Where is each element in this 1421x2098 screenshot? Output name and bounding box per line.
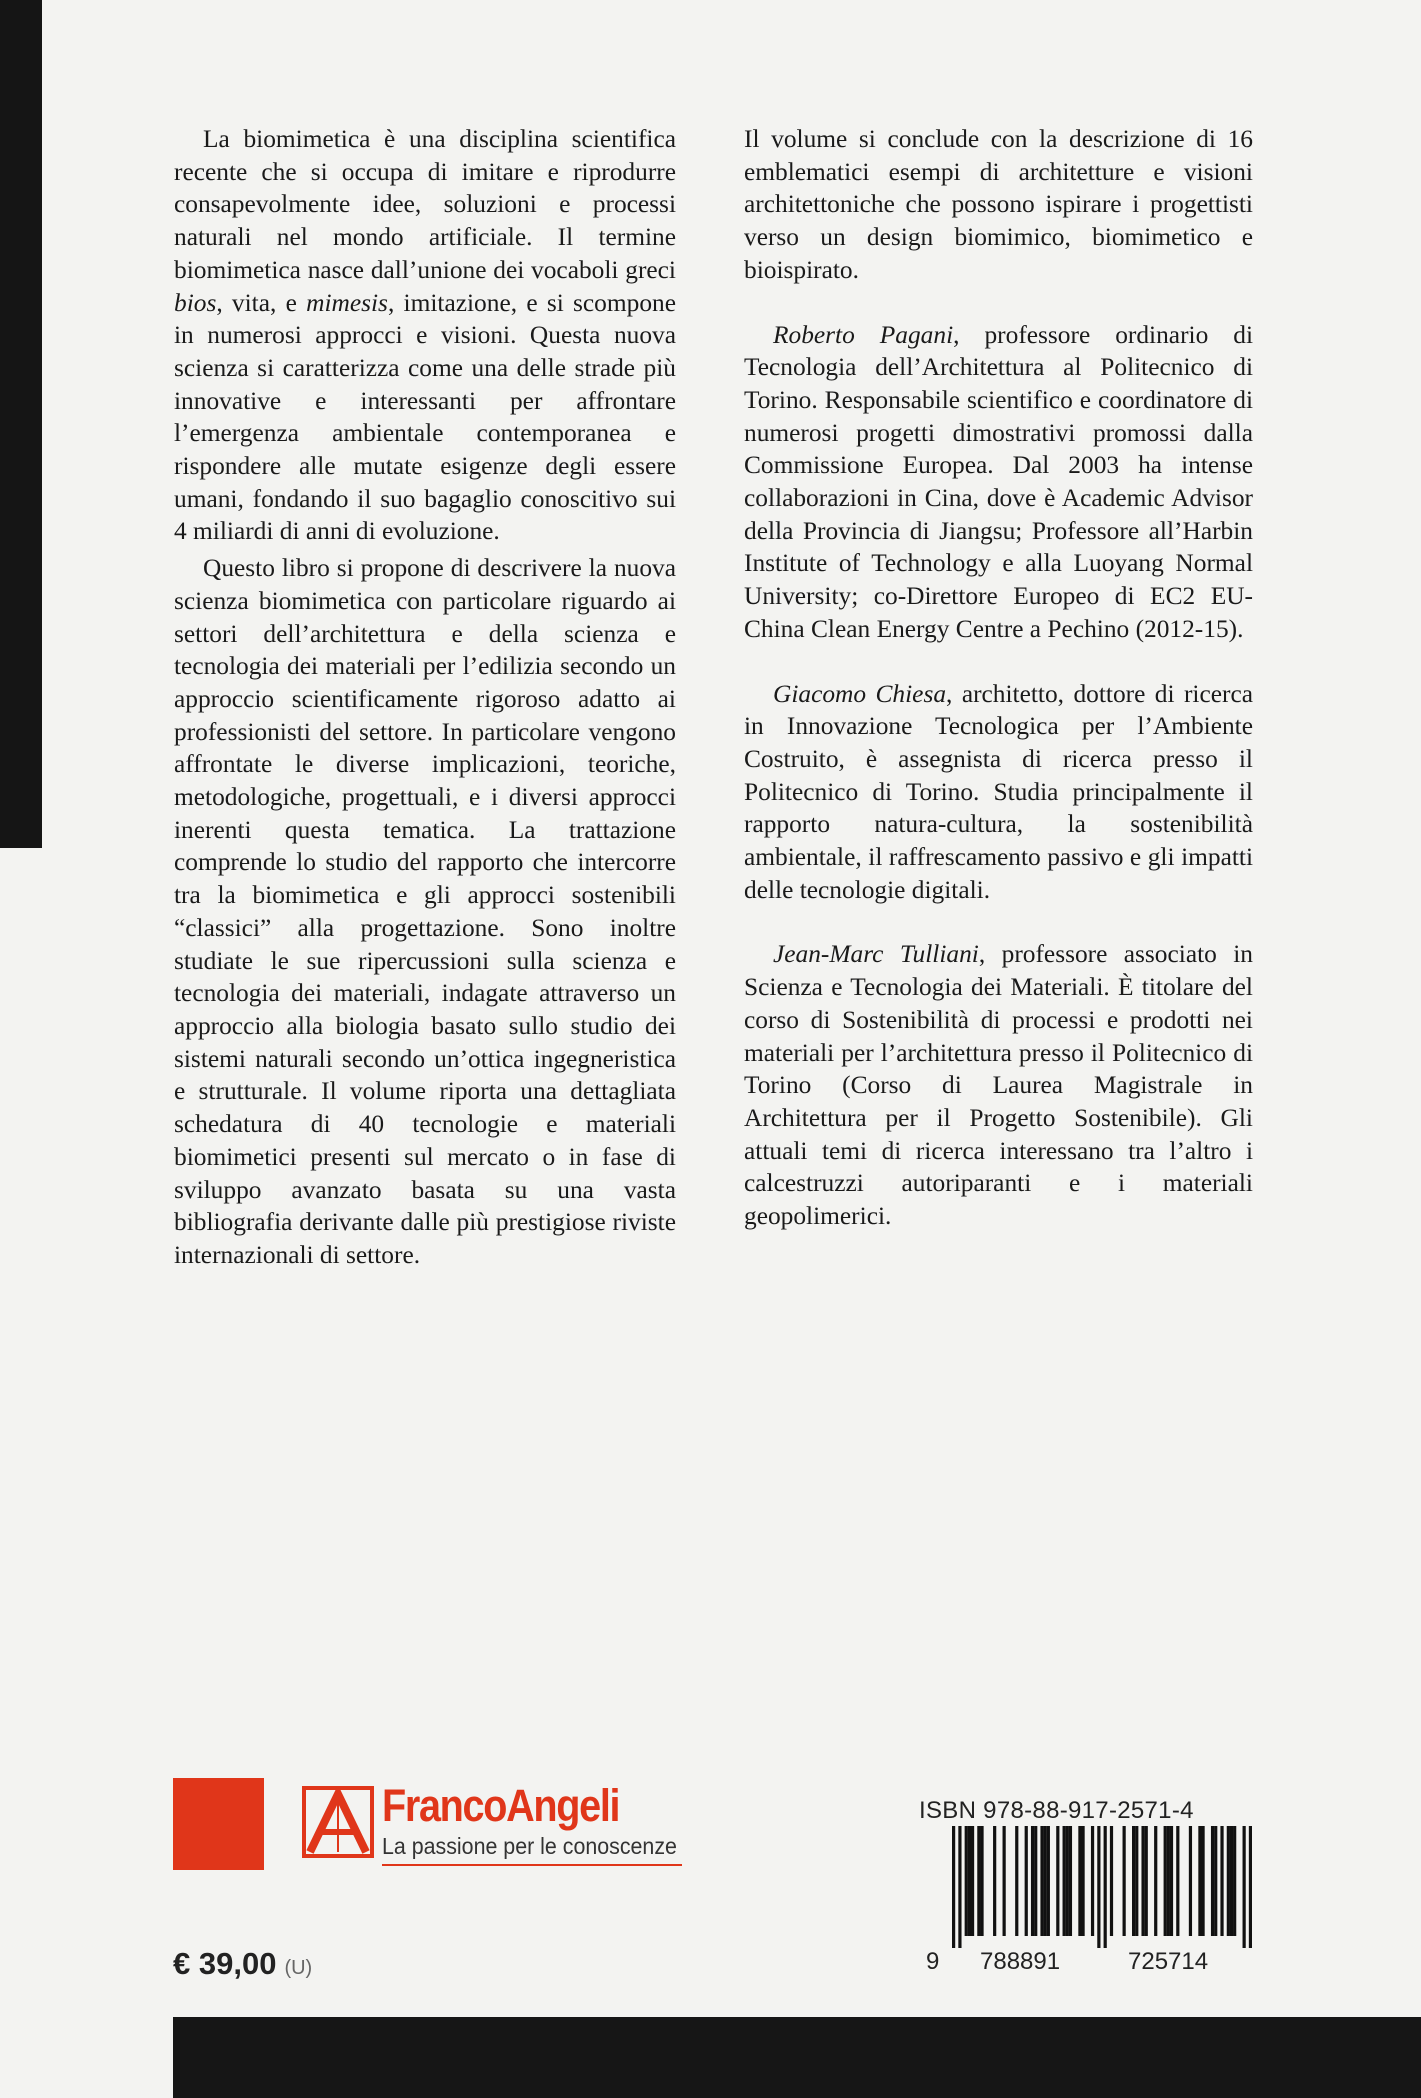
barcode-bar bbox=[1104, 1826, 1107, 1948]
barcode-bar bbox=[1047, 1826, 1050, 1936]
barcode-bar bbox=[1063, 1826, 1066, 1936]
barcode-bar bbox=[1066, 1826, 1069, 1936]
italic-text: Jean-Marc Tulliani bbox=[773, 940, 979, 969]
barcode-bar bbox=[1003, 1826, 1006, 1936]
barcode-bar bbox=[1141, 1826, 1144, 1936]
barcode-bar bbox=[1164, 1826, 1167, 1936]
text-run: , vita, e bbox=[216, 288, 307, 317]
price-code: (U) bbox=[284, 1957, 313, 1979]
barcode-bar bbox=[1214, 1826, 1217, 1936]
barcode-bar bbox=[1167, 1826, 1170, 1936]
barcode-bar bbox=[1110, 1826, 1113, 1936]
barcode-bar bbox=[1198, 1826, 1201, 1936]
text-run: , imitazione, e si scompone in numerosi approcci e visioni. Questa nuova scienza si caratterizza come una delle strade più innovative e interessanti per affrontare l’emergenza ambientale contemporanea e rispondere alle mutate esigenze degli essere umani, fondando il suo bagaglio conoscitivo sui 4 miliardi di anni di evoluzione. bbox=[174, 288, 676, 546]
barcode-bar bbox=[977, 1826, 980, 1936]
barcode-bar bbox=[1078, 1826, 1081, 1936]
barcode-bar bbox=[1249, 1826, 1252, 1948]
barcode-bar bbox=[993, 1826, 996, 1936]
italic-text: mimesis bbox=[306, 288, 388, 317]
barcode-bar bbox=[1056, 1826, 1059, 1936]
barcode-bar bbox=[1123, 1826, 1126, 1936]
barcode-bar bbox=[1031, 1826, 1034, 1936]
barcode-bar bbox=[965, 1826, 968, 1936]
barcode-bar bbox=[1044, 1826, 1047, 1936]
bottom-bar bbox=[173, 2017, 1421, 2098]
paragraph bbox=[174, 123, 676, 548]
barcode-bar bbox=[1081, 1826, 1084, 1936]
barcode-bar bbox=[1201, 1826, 1204, 1936]
barcode-bar bbox=[1233, 1826, 1236, 1936]
text-run: Questo libro si propone di descrivere la nuova scienza biomimetica con particolare riguardo ai settori dell’architettura e della scienza e tecnologia dei materiali per l’edilizia secondo un approccio scientificamente rigoroso adatto ai professionisti del settore. In particolare vengono affrontate le diverse implicazioni, teoriche, metodologiche, progettuali, e i diversi approcci inerenti questa tematica. La trattazione comprende lo studio del rapporto che intercorre tra la biomimetica e gli approcci sostenibili “classici” alla progettazione. Sono inoltre studiate le sue ripercussioni sulla scienza e tecnologia dei materiali, indagate attraverso un approccio alla biologia basato sullo studio dei sistemi naturali secondo un’ottica ingegneristica e strutturale. Il volume riporta una dettagliata schedatura di 40 tecnologie e materiali biomimetici presenti sul mercato o in fase di sviluppo avanzato basata su una vasta bibliografia derivante dalle più prestigiose riviste internazionali di settore. bbox=[174, 554, 676, 1269]
isbn-barcode bbox=[952, 1826, 1252, 1948]
barcode-bar bbox=[1135, 1826, 1138, 1936]
price bbox=[173, 1946, 312, 1986]
paragraph bbox=[744, 678, 1253, 907]
barcode-left-group: 788891 bbox=[980, 1948, 1061, 1975]
barcode-bar bbox=[1170, 1826, 1173, 1936]
text-run: , architetto, dottore di ricerca in Innovazione Tecnologica per l’Ambiente Costruito, è assegnista di ricerca presso il Politecnico di Torino. Studia principalmente il rapporto natura-cultura, la sostenibilità ambientale, il raffrescamento passivo e gli impatti delle tecnologie digitali. bbox=[744, 679, 1254, 904]
publisher-underline bbox=[382, 1864, 682, 1866]
red-square-block bbox=[173, 1778, 264, 1870]
text-run: La biomimetica è una disciplina scientifica recente che si occupa di imitare e riprodurre consapevolmente idee, soluzioni e processi naturali nel mondo artificiale. Il termine biomimetica nasce dall’unione dei vocaboli greci bbox=[174, 125, 676, 284]
barcode-bar bbox=[1154, 1826, 1157, 1936]
barcode-bar bbox=[1091, 1826, 1094, 1936]
barcode-bar bbox=[952, 1826, 955, 1948]
paragraph bbox=[174, 552, 676, 1271]
barcode-bar bbox=[1034, 1826, 1037, 1936]
paragraph bbox=[744, 938, 1253, 1232]
francoangeli-a-logo-icon bbox=[302, 1786, 374, 1858]
barcode-bar bbox=[1230, 1826, 1233, 1936]
price-amount: € 39,00 bbox=[173, 1946, 277, 1981]
barcode-bar bbox=[1069, 1826, 1072, 1936]
barcode-bar bbox=[1025, 1826, 1028, 1936]
barcode-bar bbox=[1040, 1826, 1043, 1936]
text-run: , professore ordinario di Tecnologia dell’Architettura al Politecnico di Torino. Responsabile scientifico e coordinatore di numerosi progetti dimostrativi promossi dalla Commissione Europea. Dal 2003 ha intense collaborazioni in Cina, dove è Academic Advisor della Provincia di Jiangsu; Professore all’Harbin Institute of Technology e alla Luoyang Normal University; co-Direttore Europeo di EC2 EU-China Clean Energy Centre a Pechino (2012-15). bbox=[744, 320, 1254, 643]
publisher-logo bbox=[302, 1782, 682, 1868]
barcode-bar bbox=[1220, 1826, 1223, 1936]
left-spine-bar bbox=[0, 0, 42, 848]
barcode-bar bbox=[1211, 1826, 1214, 1936]
barcode-bar bbox=[1145, 1826, 1148, 1936]
description-right-column bbox=[744, 123, 1253, 1233]
barcode-bar bbox=[958, 1826, 961, 1948]
description-left-column bbox=[174, 123, 676, 1272]
barcode-right-group: 725714 bbox=[1128, 1948, 1209, 1975]
barcode-bar bbox=[1189, 1826, 1192, 1936]
barcode-bar bbox=[1015, 1826, 1018, 1936]
publisher-tagline: La passione per le conoscenze bbox=[382, 1833, 677, 1859]
italic-text: Roberto Pagani bbox=[773, 320, 954, 349]
barcode-bar bbox=[980, 1826, 983, 1936]
isbn-label: ISBN 978-88-917-2571-4 bbox=[919, 1797, 1194, 1824]
barcode-bar bbox=[1132, 1826, 1135, 1936]
barcode-bar bbox=[1176, 1826, 1179, 1936]
barcode-bar bbox=[968, 1826, 971, 1936]
paragraph bbox=[744, 319, 1253, 646]
italic-text: Giacomo Chiesa bbox=[773, 679, 947, 708]
text-run: Il volume si conclude con la descrizione di 16 emblematici esempi di architetture e visioni architettoniche che possono ispirare i progettisti verso un design biomimico, biomimetico e bioispirato. bbox=[744, 125, 1253, 284]
text-run: , professore associato in Scienza e Tecnologia dei Materiali. È titolare del corso di Sostenibilità di processi e prodotti nei materiali per l’architettura presso il Politecnico di Torino (Corso di Laurea Magistrale in Architettura per il Progetto Sostenibile). Gli attuali temi di ricerca interessano tra l’altro i calcestruzzi autoriparanti e i materiali geopolimerici. bbox=[744, 940, 1254, 1231]
barcode-bar bbox=[971, 1826, 974, 1936]
publisher-name: FrancoAngeli bbox=[382, 1780, 620, 1831]
barcode-bar bbox=[1227, 1826, 1230, 1936]
barcode-bar bbox=[1243, 1826, 1246, 1948]
italic-text: bios bbox=[174, 288, 217, 317]
barcode-first-digit: 9 bbox=[926, 1948, 940, 1975]
paragraph bbox=[744, 123, 1253, 287]
barcode-bar bbox=[1097, 1826, 1100, 1948]
